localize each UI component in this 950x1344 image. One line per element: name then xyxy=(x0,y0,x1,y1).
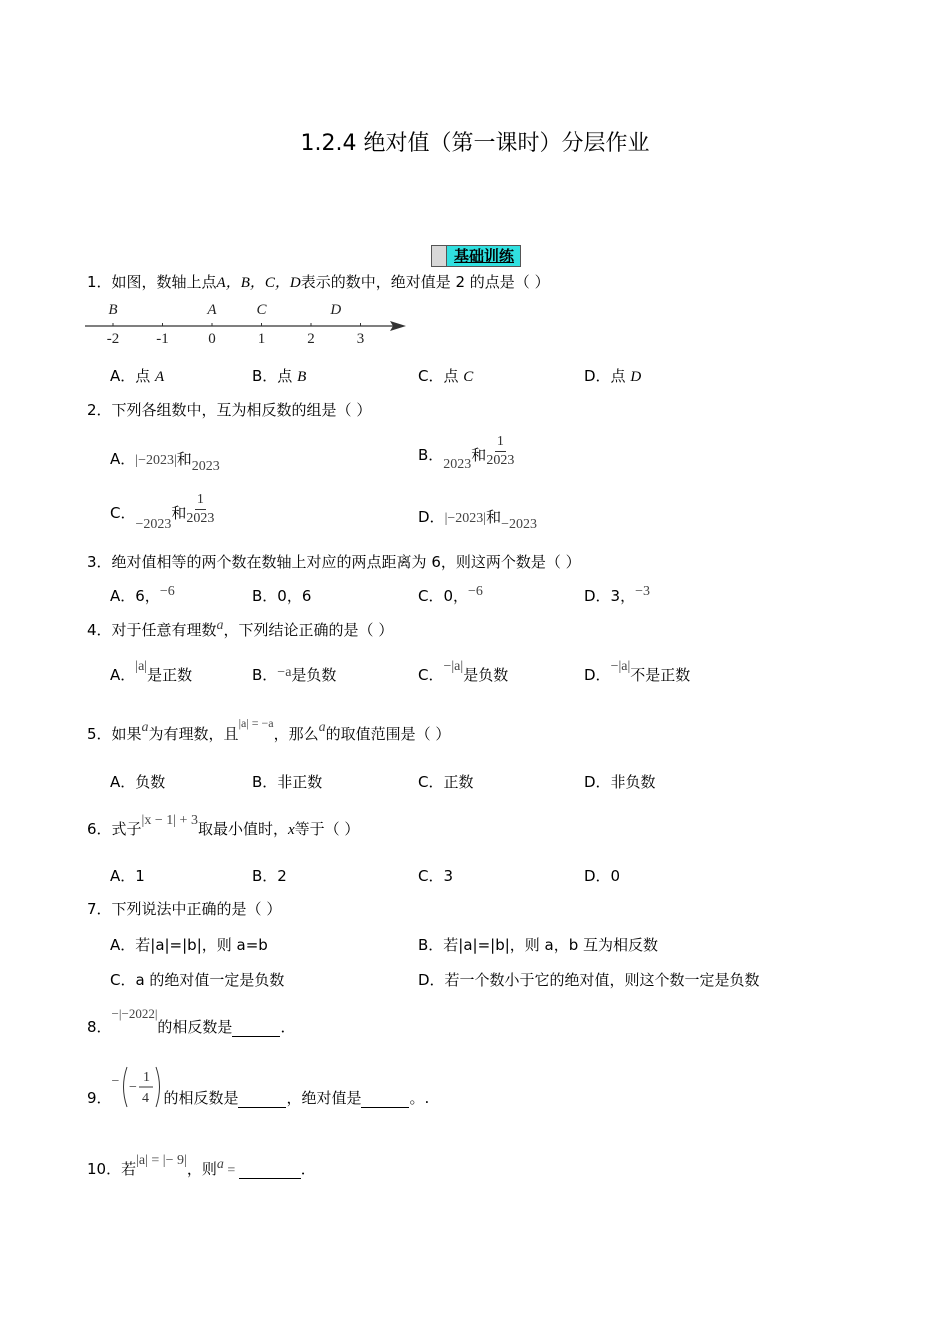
q1-option-d[interactable]: D．点 D xyxy=(584,367,642,385)
question-10: 10．若|a| = |− 9|，则a = ． xyxy=(87,1153,316,1178)
q4-option-d[interactable]: D．−|a|不是正数 xyxy=(584,659,691,684)
q7-option-c[interactable]: C．a 的绝对值一定是负数 xyxy=(110,971,285,989)
number-line-point-c: C xyxy=(256,302,267,318)
section-marker xyxy=(432,246,447,266)
question-7-stem: 7．下列说法中正确的是（ ） xyxy=(87,900,282,918)
number-line-tick-label: -2 xyxy=(106,331,120,347)
number-line-tick-label: 2 xyxy=(307,331,315,347)
q9-parenthesized-fraction xyxy=(119,1065,163,1109)
number-line-tick-label: 3 xyxy=(356,331,365,347)
q3-option-a[interactable]: A．6，−6 xyxy=(110,584,175,605)
q5-condition: |a| = −a xyxy=(238,716,274,730)
question-1-stem: 1．如图，数轴上点A，B，C，D表示的数中，绝对值是 2 的点是（ ） xyxy=(87,273,550,291)
svg-text:−: − xyxy=(129,1080,138,1095)
svg-text:4: 4 xyxy=(142,1091,150,1106)
q4-option-c[interactable]: C．−|a|是负数 xyxy=(418,659,509,684)
answer-blank[interactable] xyxy=(361,1089,409,1108)
q4-option-a[interactable]: A．|a|是正数 xyxy=(110,659,193,684)
q6-option-c[interactable]: C．3 xyxy=(418,867,454,885)
q5-option-b[interactable]: B．非正数 xyxy=(252,773,323,791)
number-line-point-d: D xyxy=(330,302,342,318)
question-9: 9．− − 1 4 的相反数是 ，绝对值是 。. xyxy=(87,1065,429,1107)
q3-option-d[interactable]: D．3，−3 xyxy=(584,584,651,605)
q7-option-d[interactable]: D．若一个数小于它的绝对值，则这个数一定是负数 xyxy=(418,971,760,989)
question-2-stem: 2．下列各组数中，互为相反数的组是（ ） xyxy=(87,401,372,419)
number-line-tick-label: 1 xyxy=(257,331,266,347)
q7-option-b[interactable]: B．若|a|=|b|，则 a，b 互为相反数 xyxy=(418,936,659,954)
q3-option-b[interactable]: B．0，6 xyxy=(252,587,312,605)
svg-text:1: 1 xyxy=(143,1070,151,1085)
page-title: 1.2.4 绝对值（第一课时）分层作业 xyxy=(300,131,650,156)
q6-option-a[interactable]: A．1 xyxy=(110,867,145,885)
q5-option-c[interactable]: C．正数 xyxy=(418,773,474,791)
q1-option-c[interactable]: C．点 C xyxy=(418,367,474,385)
number-line-point-b: B xyxy=(108,302,118,318)
q2-option-b[interactable]: B．2023和 $\frac{1}{2023}$ xyxy=(418,434,515,472)
q6-expression: |x − 1| + 3 xyxy=(141,813,198,828)
fraction: $\frac{1}{2023}$ xyxy=(486,434,515,468)
question-5-stem: 5．如果a为有理数，且$^{|a| = -a}$，那么a的取值范围是（ ） xyxy=(87,716,451,743)
q1-option-a[interactable]: A．点 A xyxy=(110,367,165,385)
q6-option-d[interactable]: D．0 xyxy=(584,867,621,885)
question-8: 8．−|−2022|的相反数是 ． xyxy=(87,1006,296,1036)
q4-option-b[interactable]: B．−a是负数 xyxy=(252,665,337,684)
q3-option-c[interactable]: C．0，−6 xyxy=(418,584,483,605)
question-3-stem: 3．绝对值相等的两个数在数轴上对应的两点距离为 6，则这两个数是（ ） xyxy=(87,553,581,571)
q8-expression: −|−2022| xyxy=(111,1006,158,1021)
number-line-tick-label: 0 xyxy=(208,331,216,347)
answer-blank[interactable] xyxy=(232,1018,280,1037)
q2-option-d[interactable]: D．|−2023|和−2023 xyxy=(418,508,537,532)
section-label: 基础训练 xyxy=(453,247,514,265)
fraction: $\frac{1}{2023}$ xyxy=(186,492,215,526)
answer-blank[interactable] xyxy=(238,1089,286,1108)
q2-option-a[interactable]: A．|−2023|和2023 xyxy=(110,450,220,474)
question-6-stem: 6．式子|x − 1| + 3取最小值时，x等于（ ） xyxy=(87,813,360,838)
q5-option-a[interactable]: A．负数 xyxy=(110,773,166,791)
q7-option-a[interactable]: A．若|a|=|b|，则 a=b xyxy=(110,936,268,954)
q5-option-d[interactable]: D．非负数 xyxy=(584,773,656,791)
q1-option-b[interactable]: B．点 B xyxy=(252,367,307,385)
answer-blank[interactable] xyxy=(239,1160,301,1179)
section-header xyxy=(431,245,521,267)
q2-option-c[interactable]: C．−2023和 $\frac{1}{2023}$ xyxy=(110,492,215,532)
q1-points: A，B，C，D xyxy=(216,275,301,291)
number-line-point-a: A xyxy=(207,302,217,318)
q10-condition: |a| = |− 9| xyxy=(136,1153,187,1168)
number-line xyxy=(80,298,420,350)
number-line-tick-label: -1 xyxy=(156,331,169,347)
question-4-stem: 4．对于任意有理数a，下列结论正确的是（ ） xyxy=(87,618,394,639)
q6-option-b[interactable]: B．2 xyxy=(252,867,287,885)
